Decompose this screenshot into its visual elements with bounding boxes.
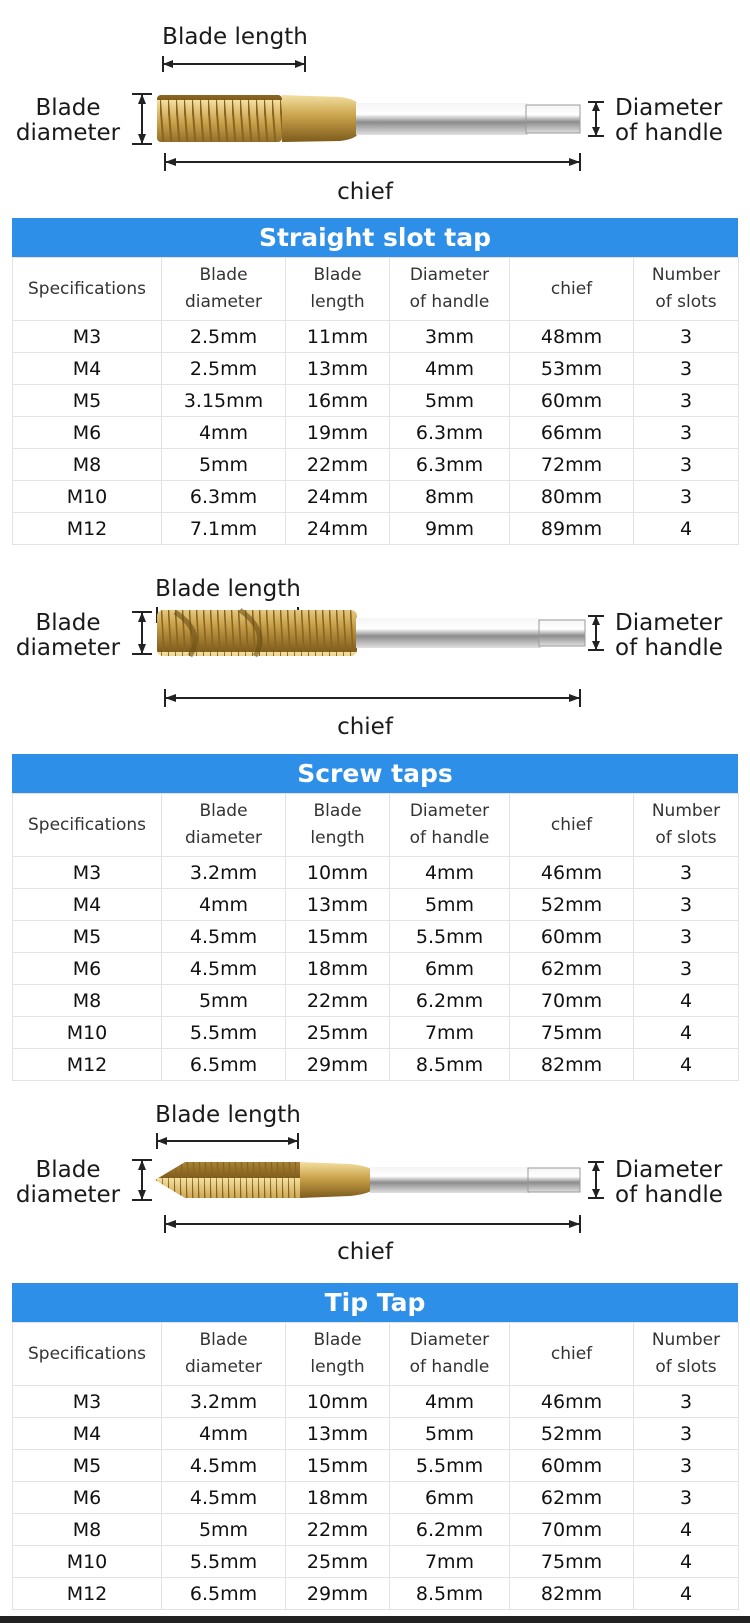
table-cell: 5mm: [390, 385, 510, 417]
table-cell: 62mm: [510, 1482, 634, 1514]
table-cell: 24mm: [286, 481, 390, 513]
table-row: [13, 985, 739, 1017]
straight-slot-tap-table: [12, 218, 738, 545]
chief-label: chief: [337, 179, 393, 205]
table-cell: 3: [634, 1450, 739, 1482]
header-row: [13, 1323, 739, 1386]
table-row: [13, 1546, 739, 1578]
table-cell: 6.5mm: [162, 1578, 286, 1610]
table-row: [13, 481, 739, 513]
table-cell: 4mm: [390, 857, 510, 889]
straight-tap-diagram: [0, 0, 750, 205]
table-cell: 4mm: [390, 1386, 510, 1418]
column-header-line: chief: [550, 1343, 593, 1364]
table-cell: 3: [634, 321, 739, 353]
table-cell: 19mm: [286, 417, 390, 449]
screw-taps-table: [12, 754, 738, 1081]
table-cell: 5mm: [162, 449, 286, 481]
table-cell: 89mm: [510, 513, 634, 545]
column-header: [286, 794, 390, 857]
table-cell: 46mm: [510, 857, 634, 889]
header-row: [13, 258, 739, 321]
table-cell: 10mm: [286, 1386, 390, 1418]
column-header-line: of slots: [655, 292, 717, 312]
handle-diameter-label-line1: Diameter: [615, 95, 723, 121]
table-cell: 53mm: [510, 353, 634, 385]
column-header-line: Number: [651, 801, 721, 821]
table-cell: M5: [13, 921, 162, 953]
blade-diameter-label-line2: diameter: [15, 120, 121, 146]
table-cell: 3: [634, 857, 739, 889]
table-cell: 70mm: [510, 985, 634, 1017]
table-cell: M4: [13, 889, 162, 921]
table-cell: 4: [634, 985, 739, 1017]
tip-tap-diagram: [0, 1078, 750, 1278]
blade-length-label: Blade length: [155, 576, 301, 602]
table-cell: 29mm: [286, 1049, 390, 1081]
table-cell: 8.5mm: [390, 1049, 510, 1081]
table-cell: 22mm: [286, 449, 390, 481]
table-row: [13, 353, 739, 385]
table-cell: M3: [13, 321, 162, 353]
table-cell: 6.3mm: [390, 417, 510, 449]
column-header-line: of slots: [655, 1357, 717, 1377]
column-header-line: length: [310, 1357, 365, 1377]
table-row: [13, 417, 739, 449]
table-cell: 4: [634, 1049, 739, 1081]
header-row: [13, 794, 739, 857]
table-cell: 60mm: [510, 385, 634, 417]
table-cell: 4mm: [162, 1418, 286, 1450]
screw-tap-diagram: [0, 552, 750, 752]
column-header-line: Blade: [313, 1330, 362, 1350]
table-row: [13, 449, 739, 481]
table-cell: M10: [13, 1017, 162, 1049]
table-cell: 80mm: [510, 481, 634, 513]
table-cell: 4mm: [162, 889, 286, 921]
column-header-line: length: [310, 292, 365, 312]
table-cell: 8.5mm: [390, 1578, 510, 1610]
column-header: [162, 258, 286, 321]
handle-diameter-label-line2: of handle: [615, 120, 723, 146]
table-cell: 6.3mm: [162, 481, 286, 513]
column-header-line: Number: [651, 265, 721, 285]
blade-length-label: Blade length: [155, 1102, 301, 1128]
table-cell: 6.5mm: [162, 1049, 286, 1081]
table-cell: M12: [13, 1578, 162, 1610]
table-cell: 70mm: [510, 1514, 634, 1546]
table-cell: 25mm: [286, 1546, 390, 1578]
table-cell: 6.2mm: [390, 985, 510, 1017]
table-cell: 5.5mm: [162, 1546, 286, 1578]
table-row: [13, 1017, 739, 1049]
table-row: [13, 953, 739, 985]
tip-tap-table: [12, 1283, 738, 1610]
table-cell: 3: [634, 953, 739, 985]
table-cell: M3: [13, 1386, 162, 1418]
table-cell: 5mm: [390, 889, 510, 921]
table-cell: 6mm: [390, 953, 510, 985]
table-cell: 4: [634, 1578, 739, 1610]
table-cell: 5mm: [162, 1514, 286, 1546]
table-cell: M8: [13, 1514, 162, 1546]
table-cell: 29mm: [286, 1578, 390, 1610]
table-cell: 7mm: [390, 1017, 510, 1049]
blade-diameter-label-line1: Blade: [35, 95, 101, 121]
table-cell: 62mm: [510, 953, 634, 985]
column-header: [510, 1323, 634, 1386]
column-header-line: length: [310, 828, 365, 848]
table-cell: 75mm: [510, 1546, 634, 1578]
table-row: [13, 921, 739, 953]
column-header-line: Diameter: [409, 1330, 490, 1350]
table-cell: 72mm: [510, 449, 634, 481]
table-cell: M8: [13, 985, 162, 1017]
column-header: [390, 794, 510, 857]
table-cell: 66mm: [510, 417, 634, 449]
table-cell: 3: [634, 1482, 739, 1514]
table-cell: 5.5mm: [390, 921, 510, 953]
chief-label: chief: [337, 714, 393, 740]
table-cell: 3: [634, 353, 739, 385]
table-cell: 2.5mm: [162, 353, 286, 385]
table-cell: M10: [13, 481, 162, 513]
table-cell: 3: [634, 417, 739, 449]
spec-table: [12, 257, 739, 545]
table-title: Tip Tap: [12, 1283, 738, 1322]
blade-diameter-label-line2: diameter: [15, 635, 121, 661]
column-header-line: Number: [651, 1330, 721, 1350]
table-cell: M6: [13, 417, 162, 449]
table-row: [13, 321, 739, 353]
table-cell: M6: [13, 953, 162, 985]
table-cell: M12: [13, 513, 162, 545]
table-cell: 48mm: [510, 321, 634, 353]
table-row: [13, 1514, 739, 1546]
table-cell: 3: [634, 481, 739, 513]
column-header-line: Specifications: [27, 1343, 146, 1364]
column-header: [162, 794, 286, 857]
table-cell: 7.1mm: [162, 513, 286, 545]
table-cell: 52mm: [510, 889, 634, 921]
table-cell: 4mm: [390, 353, 510, 385]
column-header: [510, 258, 634, 321]
table-cell: 22mm: [286, 985, 390, 1017]
table-cell: 13mm: [286, 889, 390, 921]
table-cell: M12: [13, 1049, 162, 1081]
table-cell: 75mm: [510, 1017, 634, 1049]
bottom-bar: [0, 1616, 750, 1623]
column-header-line: Specifications: [27, 814, 146, 835]
column-header-line: diameter: [184, 1357, 263, 1377]
handle-diameter-label-line2: of handle: [615, 1182, 723, 1208]
table-cell: 82mm: [510, 1049, 634, 1081]
table-cell: 15mm: [286, 1450, 390, 1482]
table-cell: 7mm: [390, 1546, 510, 1578]
table-cell: 4: [634, 1546, 739, 1578]
column-header-line: of slots: [655, 828, 717, 848]
column-header-line: Specifications: [27, 278, 146, 299]
table-cell: 8mm: [390, 481, 510, 513]
table-cell: 6.2mm: [390, 1514, 510, 1546]
table-cell: 18mm: [286, 953, 390, 985]
column-header-line: diameter: [184, 292, 263, 312]
column-header-line: diameter: [184, 828, 263, 848]
table-cell: 3.2mm: [162, 857, 286, 889]
table-row: [13, 513, 739, 545]
table-cell: 3: [634, 1418, 739, 1450]
table-row: [13, 1450, 739, 1482]
table-cell: M5: [13, 385, 162, 417]
table-cell: 5mm: [162, 985, 286, 1017]
column-header: [13, 794, 162, 857]
table-cell: 9mm: [390, 513, 510, 545]
column-header: [162, 1323, 286, 1386]
table-cell: 11mm: [286, 321, 390, 353]
table-cell: 4.5mm: [162, 953, 286, 985]
blade-diameter-label-line2: diameter: [15, 1182, 121, 1208]
table-cell: 3: [634, 921, 739, 953]
table-cell: 4: [634, 1017, 739, 1049]
table-cell: 13mm: [286, 353, 390, 385]
column-header: [634, 794, 739, 857]
table-row: [13, 889, 739, 921]
table-row: [13, 1386, 739, 1418]
column-header-line: of handle: [409, 828, 490, 848]
column-header: [390, 1323, 510, 1386]
table-cell: 18mm: [286, 1482, 390, 1514]
table-cell: 4.5mm: [162, 921, 286, 953]
column-header: [634, 1323, 739, 1386]
spec-table: [12, 1322, 739, 1610]
table-cell: 15mm: [286, 921, 390, 953]
table-cell: 60mm: [510, 921, 634, 953]
table-cell: M4: [13, 1418, 162, 1450]
table-cell: 2.5mm: [162, 321, 286, 353]
table-cell: 22mm: [286, 1514, 390, 1546]
table-title: Screw taps: [12, 754, 738, 793]
handle-diameter-label-line2: of handle: [615, 635, 723, 661]
table-cell: 13mm: [286, 1418, 390, 1450]
column-header-line: chief: [550, 814, 593, 835]
table-row: [13, 1418, 739, 1450]
handle-diameter-label-line1: Diameter: [615, 1157, 723, 1183]
table-cell: 3: [634, 889, 739, 921]
column-header-line: of handle: [409, 292, 490, 312]
column-header-line: Diameter: [409, 801, 490, 821]
table-cell: 3: [634, 449, 739, 481]
column-header-line: Blade: [199, 1330, 248, 1350]
table-cell: M6: [13, 1482, 162, 1514]
table-row: [13, 857, 739, 889]
table-title: Straight slot tap: [12, 218, 738, 257]
column-header: [286, 1323, 390, 1386]
column-header-line: chief: [550, 278, 593, 299]
column-header-line: Diameter: [409, 265, 490, 285]
table-cell: 3.2mm: [162, 1386, 286, 1418]
table-cell: 82mm: [510, 1578, 634, 1610]
table-row: [13, 385, 739, 417]
table-row: [13, 1578, 739, 1610]
spec-table: [12, 793, 739, 1081]
table-cell: 5.5mm: [390, 1450, 510, 1482]
table-cell: 24mm: [286, 513, 390, 545]
table-cell: 4.5mm: [162, 1450, 286, 1482]
column-header-line: of handle: [409, 1357, 490, 1377]
blade-diameter-label-line1: Blade: [35, 610, 101, 636]
column-header: [13, 1323, 162, 1386]
table-cell: 60mm: [510, 1450, 634, 1482]
column-header: [510, 794, 634, 857]
table-row: [13, 1049, 739, 1081]
table-cell: 16mm: [286, 385, 390, 417]
column-header: [13, 258, 162, 321]
handle-diameter-label-line1: Diameter: [615, 610, 723, 636]
table-cell: M4: [13, 353, 162, 385]
table-cell: 4.5mm: [162, 1482, 286, 1514]
table-cell: 46mm: [510, 1386, 634, 1418]
table-cell: 52mm: [510, 1418, 634, 1450]
table-cell: 6.3mm: [390, 449, 510, 481]
table-cell: M10: [13, 1546, 162, 1578]
column-header: [286, 258, 390, 321]
column-header-line: Blade: [199, 801, 248, 821]
column-header: [634, 258, 739, 321]
column-header: [390, 258, 510, 321]
table-cell: M5: [13, 1450, 162, 1482]
table-cell: 4mm: [162, 417, 286, 449]
table-cell: 3: [634, 385, 739, 417]
table-cell: 5.5mm: [162, 1017, 286, 1049]
chief-label: chief: [337, 1239, 393, 1265]
table-row: [13, 1482, 739, 1514]
table-cell: 4: [634, 1514, 739, 1546]
table-cell: 25mm: [286, 1017, 390, 1049]
table-cell: 5mm: [390, 1418, 510, 1450]
column-header-line: Blade: [313, 801, 362, 821]
table-cell: M8: [13, 449, 162, 481]
blade-diameter-label-line1: Blade: [35, 1157, 101, 1183]
table-cell: 10mm: [286, 857, 390, 889]
column-header-line: Blade: [199, 265, 248, 285]
table-cell: 3.15mm: [162, 385, 286, 417]
table-cell: 3mm: [390, 321, 510, 353]
table-cell: 6mm: [390, 1482, 510, 1514]
column-header-line: Blade: [313, 265, 362, 285]
blade-length-label: Blade length: [162, 24, 308, 50]
table-cell: 4: [634, 513, 739, 545]
table-cell: 3: [634, 1386, 739, 1418]
table-cell: M3: [13, 857, 162, 889]
